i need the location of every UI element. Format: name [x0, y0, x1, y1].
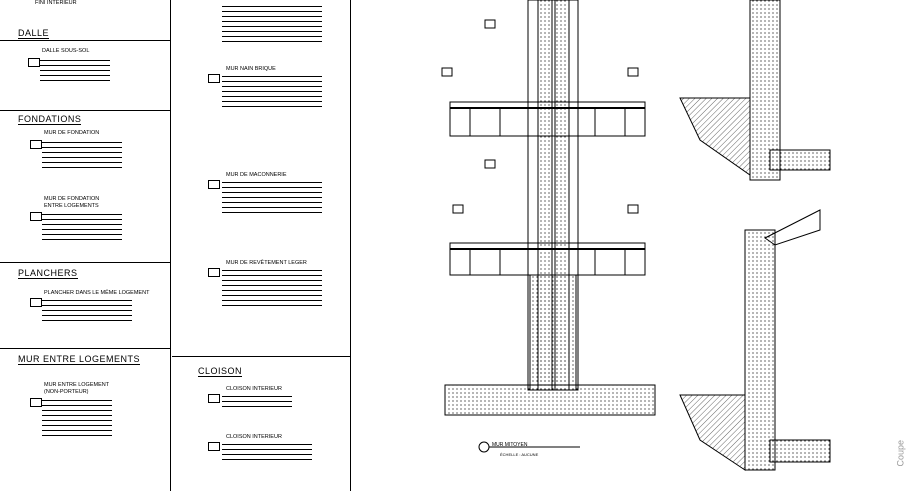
spec-lines — [42, 396, 112, 440]
tag-box — [208, 268, 220, 277]
spec-lines — [42, 210, 122, 244]
section-planchers: PLANCHERS — [18, 268, 78, 278]
detail-wall-2 — [745, 230, 775, 470]
foundation-wall — [530, 275, 576, 390]
tag-box — [208, 394, 220, 403]
fond-label-1: MUR DE FONDATION — [44, 130, 100, 136]
dalle-label: DALLE SOUS-SOL — [42, 48, 90, 54]
top-fragment: FINI INTÉRIEUR — [35, 0, 77, 6]
tag-box — [208, 74, 220, 83]
planchers-label: PLANCHER DANS LE MÊME LOGEMENT — [44, 290, 150, 296]
divider — [0, 40, 170, 41]
spec-lines — [222, 72, 322, 111]
mur-label-b: (NON-PORTEUR) — [44, 389, 89, 395]
spec-lines — [222, 440, 312, 464]
cloison1-label: CLOISON INTERIEUR — [226, 386, 282, 392]
divider — [172, 356, 350, 357]
legend-column-1 — [0, 0, 171, 491]
spec-lines — [42, 296, 132, 325]
tag-box — [28, 58, 40, 67]
spec-lines — [40, 56, 110, 85]
section-cloison: CLOISON — [198, 366, 243, 376]
brique-label: MUR NAIN BRIQUE — [226, 66, 276, 72]
tag-box — [30, 140, 42, 149]
tag-box — [30, 212, 42, 221]
mur-label-a: MUR ENTRE LOGEMENT — [44, 382, 110, 388]
watermark-text: Coupe — [896, 440, 906, 467]
tag-box — [30, 298, 42, 307]
drawing-scale: ÉCHELLE : AUCUNE — [500, 452, 539, 457]
maconnerie-label: MUR DE MACONNERIE — [226, 172, 287, 178]
drawing-title: MUR MITOYEN — [492, 442, 528, 448]
spec-lines — [222, 178, 322, 217]
fond-label-2b: ENTRE LOGEMENTS — [44, 203, 99, 209]
spec-lines — [42, 138, 122, 172]
footing-slab — [445, 385, 655, 415]
divider — [0, 348, 170, 349]
tag-box — [208, 180, 220, 189]
section-mur-entre-logements: MUR ENTRE LOGEMENTS — [18, 354, 141, 364]
tag-box — [208, 442, 220, 451]
divider — [0, 110, 170, 111]
section-fondations: FONDATIONS — [18, 114, 82, 124]
fond-label-2a: MUR DE FONDATION — [44, 196, 100, 202]
divider — [0, 262, 170, 263]
legend-column-2 — [172, 0, 351, 491]
spec-lines — [222, 2, 322, 46]
spec-lines — [222, 392, 292, 411]
section-dalle: DALLE — [18, 28, 50, 38]
section-drawing — [380, 0, 900, 491]
revetement-label: MUR DE REVÊTEMENT LEGER — [226, 260, 307, 266]
tag-box — [30, 398, 42, 407]
spec-lines — [222, 266, 322, 310]
cloison2-label: CLOISON INTERIEUR — [226, 434, 282, 440]
